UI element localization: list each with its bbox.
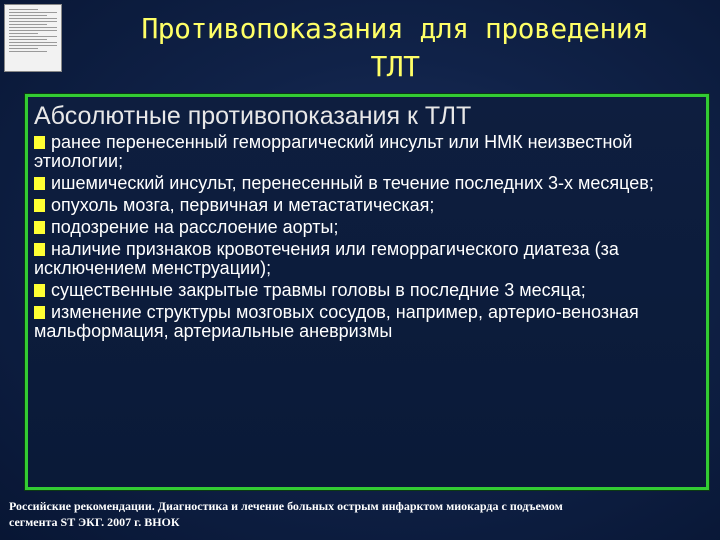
contraindications-panel xyxy=(25,94,709,490)
source-citation-line1: Российские рекомендации. Диагностика и лечение больных острым инфарктом миокарда с подъемом xyxy=(9,499,563,513)
list-item xyxy=(34,174,698,193)
list-item-text: наличие признаков кровотечения или геморрагического диатеза (за исключением менструации); xyxy=(34,239,619,278)
list-item-text: опухоль мозга, первичная и метастатическая; xyxy=(51,195,435,215)
list-item xyxy=(34,133,698,171)
list-item-text: изменение структуры мозговых сосудов, например, артерио-венозная мальформация, артериальные аневризмы xyxy=(34,302,639,341)
list-item-text: ранее перенесенный геморрагический инсульт или НМК неизвестной этиологии; xyxy=(34,132,633,171)
list-item xyxy=(34,303,698,341)
list-item xyxy=(34,281,698,300)
square-bullet-icon xyxy=(34,177,45,190)
slide-title-line1: Противопоказания для проведения xyxy=(141,12,649,45)
slide-title-line2: ТЛТ xyxy=(370,50,420,83)
square-bullet-icon xyxy=(34,306,45,319)
list-item xyxy=(34,240,698,278)
list-item-text: ишемический инсульт, перенесенный в течение последних 3-х месяцев; xyxy=(51,173,654,193)
panel-heading: Абсолютные противопоказания к ТЛТ xyxy=(34,102,472,130)
square-bullet-icon xyxy=(34,243,45,256)
list-item xyxy=(34,196,698,215)
square-bullet-icon xyxy=(34,284,45,297)
slide-title xyxy=(90,10,700,86)
source-citation-line2: сегмента ST ЭКГ. 2007 г. ВНОК xyxy=(9,515,180,529)
list-item-text: подозрение на расслоение аорты; xyxy=(51,217,339,237)
document-thumbnail-icon xyxy=(4,4,62,72)
source-citation xyxy=(9,498,699,530)
contraindications-list xyxy=(34,133,698,341)
list-item-text: существенные закрытые травмы головы в последние 3 месяца; xyxy=(51,280,586,300)
square-bullet-icon xyxy=(34,199,45,212)
square-bullet-icon xyxy=(34,136,45,149)
square-bullet-icon xyxy=(34,221,45,234)
list-item xyxy=(34,218,698,237)
